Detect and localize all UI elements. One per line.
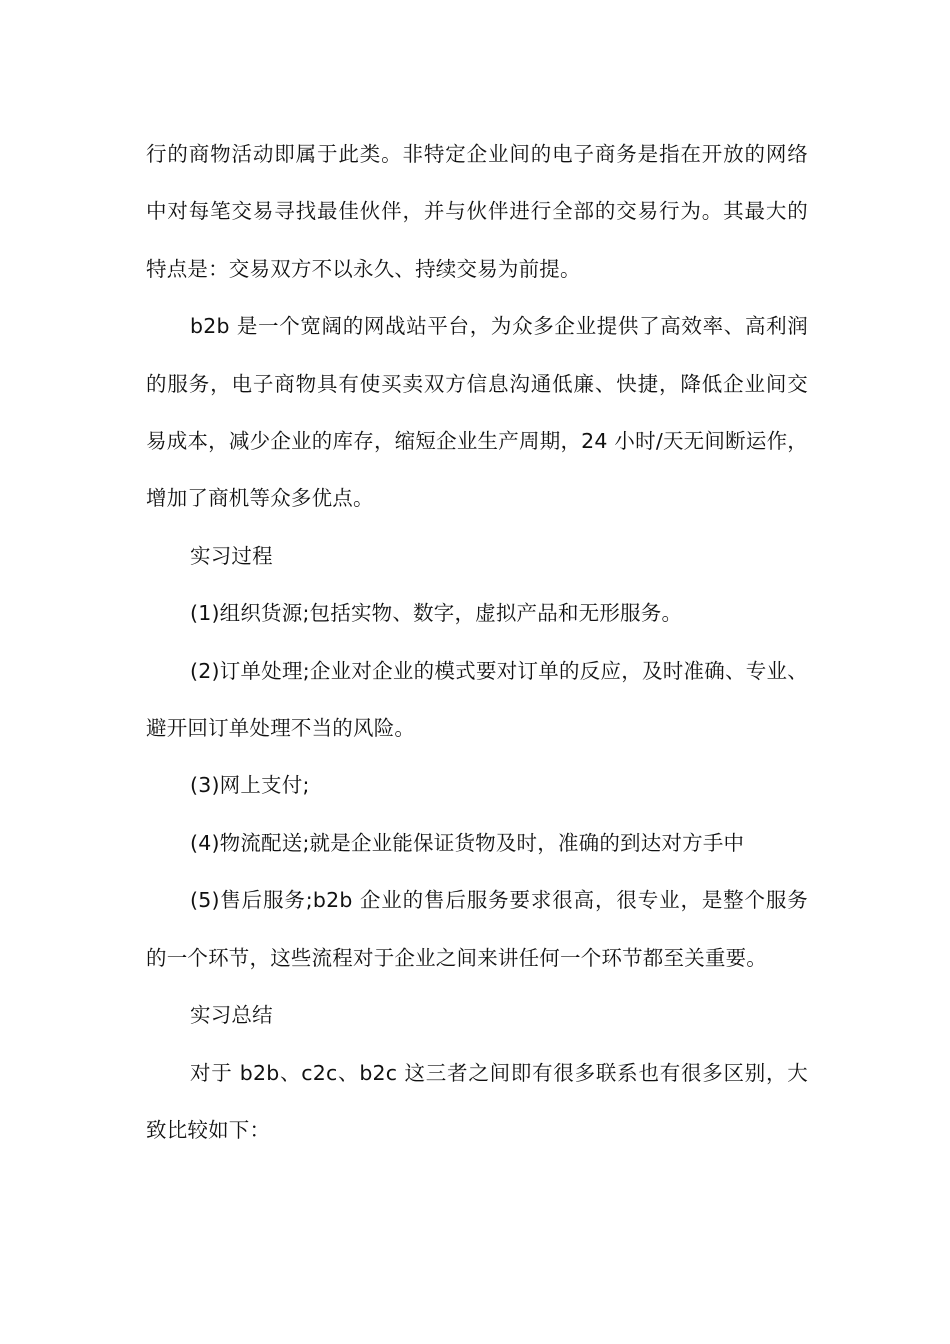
list-item-3: (3)网上支付;: [190, 773, 310, 798]
document-body: [146, 126, 808, 1159]
section-heading-internship-process: 实习过程: [190, 543, 273, 568]
section-heading-internship-summary: 实习总结: [190, 1003, 273, 1028]
paragraph-comparison-intro: 对于 b2b、c2c、b2c 这三者之间即有很多联系也有很多区别，大致比较如下：: [146, 1060, 808, 1142]
paragraph-b2b-intro: b2b 是一个宽阔的网战站平台，为众多企业提供了高效率、高利润的服务，电子商物具有使买卖双方信息沟通低廉、快捷，降低企业间交易成本，减少企业的库存，缩短企业生产周期，24 小时/天无间断运作，增加了商机等众多优点。: [146, 314, 808, 511]
list-item-5: (5)售后服务;b2b 企业的售后服务要求很高，很专业，是整个服务的一个环节，这些流程对于企业之间来讲任何一个环节都至关重要。: [146, 888, 808, 970]
list-item-2: (2)订单处理;企业对企业的模式要对订单的反应，及时准确、专业、避开回订单处理不当的风险。: [146, 658, 808, 741]
list-item-4: (4)物流配送;就是企业能保证货物及时，准确的到达对方手中: [190, 830, 745, 855]
paragraph-continuation: 行的商物活动即属于此类。非特定企业间的电子商务是指在开放的网络中对每笔交易寻找最佳伙伴，并与伙伴进行全部的交易行为。其最大的特点是：交易双方不以永久、持续交易为前提。: [146, 142, 808, 281]
list-item-1: (1)组织货源;包括实物、数字，虚拟产品和无形服务。: [190, 601, 683, 626]
